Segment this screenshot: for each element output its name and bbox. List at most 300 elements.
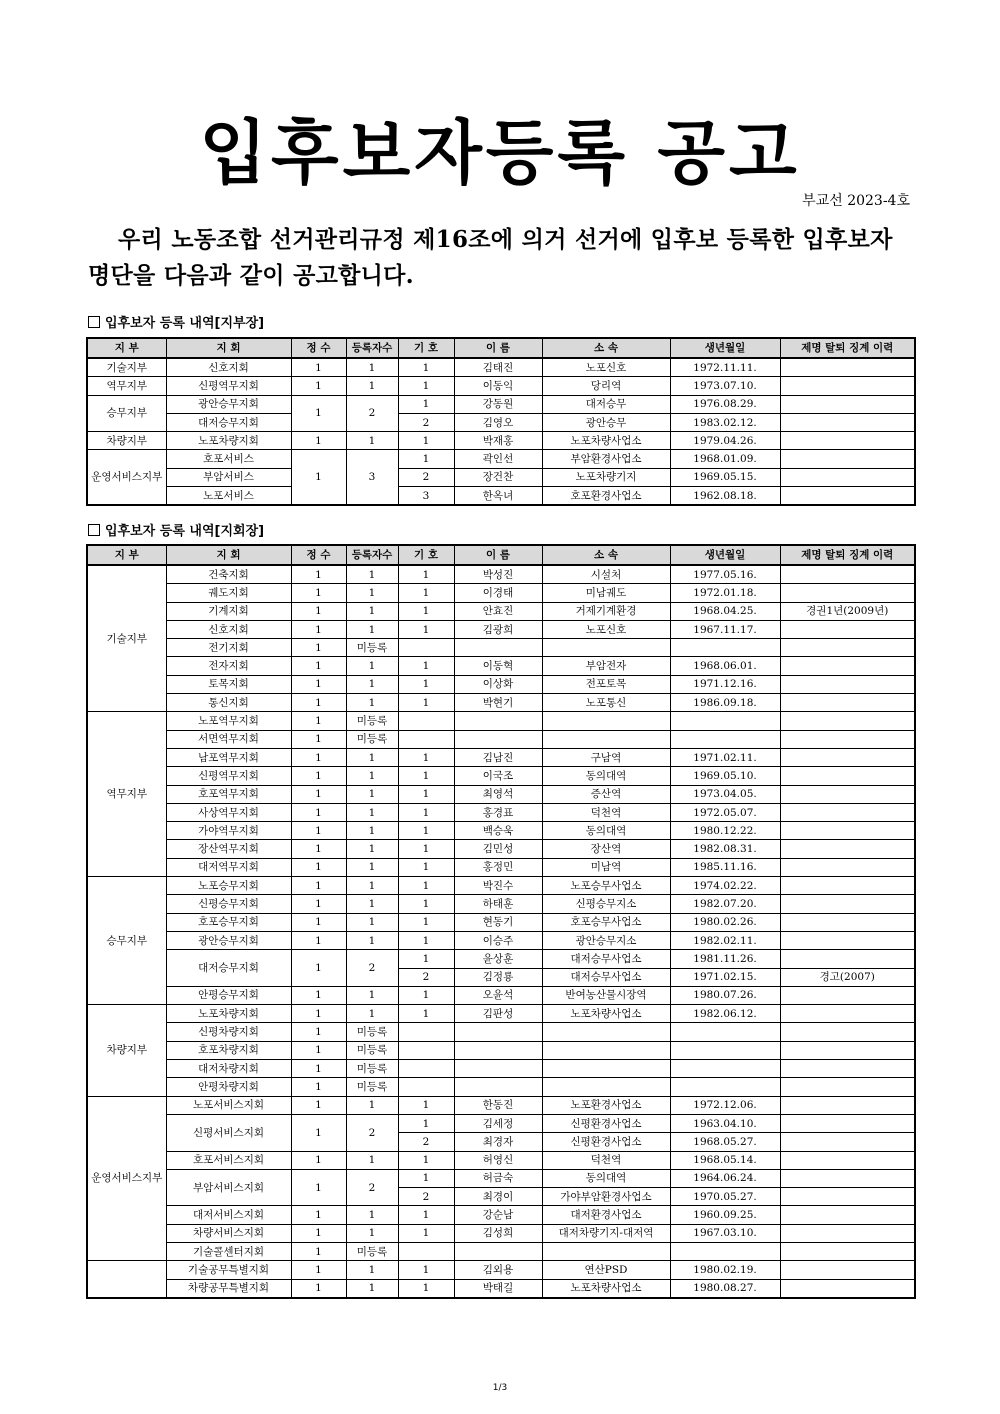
header-affiliation: 소 속 [542,338,670,358]
cell-registered: 1 [346,358,398,377]
cell-affiliation: 미남역 [542,858,670,876]
cell-affiliation [542,1023,670,1041]
cell-history [780,450,915,468]
table-row [87,712,915,730]
cell-affiliation: 시설처 [542,565,670,584]
table-row [87,1078,915,1096]
cell-birthdate: 1968.06.01. [670,657,780,675]
cell-symbol: 2 [398,1188,454,1206]
cell-symbol: 1 [398,877,454,895]
checkbox-square-icon [88,524,100,536]
cell-chapter: 토목지회 [166,675,291,693]
table-header-row [87,338,915,358]
cell-symbol: 1 [398,1206,454,1224]
cell-registered: 1 [346,1279,398,1298]
cell-birthdate: 1969.05.10. [670,767,780,785]
cell-chapter: 건축지회 [166,565,291,584]
cell-registered: 1 [346,931,398,949]
table-row [87,1005,915,1023]
cell-registered: 1 [346,432,398,450]
cell-history [780,1261,915,1279]
cell-symbol [398,712,454,730]
cell-history [780,931,915,949]
cell-registered: 1 [346,620,398,638]
cell-chapter: 노포차량지회 [166,432,291,450]
table-row [87,395,915,413]
cell-affiliation: 대저환경사업소 [542,1206,670,1224]
cell-registered: 미등록 [346,1023,398,1041]
cell-birthdate: 1968.05.27. [670,1133,780,1151]
cell-quota: 1 [291,675,346,693]
cell-history [780,657,915,675]
cell-affiliation: 가야부암환경사업소 [542,1188,670,1206]
table-row [87,840,915,858]
cell-quota: 1 [291,767,346,785]
cell-registered: 미등록 [346,1078,398,1096]
cell-symbol [398,639,454,657]
cell-registered: 미등록 [346,1242,398,1260]
cell-name: 한동진 [454,1096,542,1114]
cell-name: 이승주 [454,931,542,949]
cell-affiliation [542,1041,670,1059]
cell-symbol [398,1023,454,1041]
cell-name: 백승욱 [454,822,542,840]
cell-chapter: 기술콜센터지회 [166,1242,291,1260]
cell-chapter: 대저차량지회 [166,1060,291,1078]
cell-chapter: 안평승무지회 [166,986,291,1004]
cell-chapter: 기계지회 [166,602,291,620]
cell-name: 하태훈 [454,895,542,913]
table-row [87,450,915,468]
cell-symbol: 1 [398,858,454,876]
cell-chapter: 노포역무지회 [166,712,291,730]
cell-affiliation: 부암전자 [542,657,670,675]
cell-affiliation: 노포차량사업소 [542,432,670,450]
cell-symbol: 3 [398,487,454,506]
cell-birthdate: 1971.02.15. [670,968,780,986]
cell-chapter: 호포서비스 [166,450,291,468]
cell-affiliation: 구남역 [542,748,670,766]
cell-history [780,413,915,431]
cell-chapter: 부암서비스 [166,468,291,486]
cell-symbol [398,1242,454,1260]
cell-symbol: 1 [398,1005,454,1023]
cell-quota: 1 [291,395,346,432]
cell-quota: 1 [291,1023,346,1041]
cell-affiliation: 동의대역 [542,1169,670,1187]
cell-name [454,1242,542,1260]
cell-symbol: 1 [398,1261,454,1279]
cell-name: 이동혁 [454,657,542,675]
cell-history [780,986,915,1004]
cell-chapter: 노포서비스 [166,487,291,506]
cell-affiliation: 노포신호 [542,620,670,638]
cell-branch: 기술지부 [87,358,166,377]
cell-name: 최영석 [454,785,542,803]
cell-quota: 1 [291,565,346,584]
cell-history [780,730,915,748]
candidate-table-branch-chief [86,337,916,506]
table-row [87,602,915,620]
cell-birthdate: 1977.05.16. [670,565,780,584]
cell-name: 김태진 [454,358,542,377]
cell-birthdate: 1982.07.20. [670,895,780,913]
cell-quota: 1 [291,803,346,821]
cell-chapter: 광안승무지회 [166,931,291,949]
cell-quota: 1 [291,1060,346,1078]
table-row [87,1041,915,1059]
cell-symbol: 1 [398,565,454,584]
cell-name [454,639,542,657]
table-row [87,803,915,821]
cell-affiliation: 연산PSD [542,1261,670,1279]
cell-registered: 2 [346,1169,398,1206]
cell-symbol [398,1041,454,1059]
cell-name [454,1060,542,1078]
cell-birthdate: 1971.02.11. [670,748,780,766]
cell-name: 허영신 [454,1151,542,1169]
cell-registered: 1 [346,602,398,620]
table-row [87,565,915,584]
cell-birthdate: 1972.11.11. [670,358,780,377]
cell-symbol [398,1078,454,1096]
cell-chapter: 신평차량지회 [166,1023,291,1041]
cell-history [780,1279,915,1298]
cell-history [780,1151,915,1169]
cell-name: 한옥녀 [454,487,542,506]
cell-registered: 1 [346,1005,398,1023]
cell-history [780,395,915,413]
cell-name: 장건찬 [454,468,542,486]
cell-quota: 1 [291,1206,346,1224]
cell-symbol: 2 [398,1133,454,1151]
table-row [87,986,915,1004]
cell-registered: 1 [346,1261,398,1279]
cell-chapter: 장산역무지회 [166,840,291,858]
header-registered: 등록자수 [346,338,398,358]
cell-history [780,1224,915,1242]
table-row [87,694,915,712]
table-row [87,822,915,840]
cell-birthdate [670,1041,780,1059]
cell-quota: 1 [291,913,346,931]
cell-affiliation: 반여농산물시장역 [542,986,670,1004]
cell-symbol: 1 [398,1096,454,1114]
cell-symbol: 1 [398,620,454,638]
cell-symbol: 1 [398,913,454,931]
cell-chapter: 광안승무지회 [166,395,291,413]
cell-registered: 1 [346,895,398,913]
header-branch: 지 부 [87,545,166,565]
cell-affiliation: 노포환경사업소 [542,1096,670,1114]
cell-symbol [398,1060,454,1078]
cell-quota: 1 [291,620,346,638]
cell-name: 오윤석 [454,986,542,1004]
cell-history [780,1188,915,1206]
cell-registered: 1 [346,565,398,584]
cell-quota: 1 [291,858,346,876]
cell-birthdate: 1964.06.24. [670,1169,780,1187]
table-row [87,1279,915,1298]
cell-registered: 미등록 [346,1041,398,1059]
cell-birthdate: 1967.03.10. [670,1224,780,1242]
cell-branch: 승무지부 [87,395,166,432]
cell-quota: 1 [291,584,346,602]
cell-quota: 1 [291,358,346,377]
cell-affiliation: 광안승무 [542,413,670,431]
header-history: 제명 탈퇴 징계 이력 [780,338,915,358]
table-row [87,358,915,377]
cell-symbol: 1 [398,785,454,803]
cell-quota: 1 [291,950,346,987]
cell-affiliation [542,712,670,730]
cell-name: 김민성 [454,840,542,858]
cell-chapter: 신평역무지회 [166,767,291,785]
cell-symbol: 1 [398,1279,454,1298]
cell-birthdate: 1979.04.26. [670,432,780,450]
header-quota: 정 수 [291,338,346,358]
cell-birthdate: 1962.08.18. [670,487,780,506]
cell-name: 김영오 [454,413,542,431]
cell-affiliation: 노포차량사업소 [542,1005,670,1023]
cell-branch [87,1261,166,1298]
cell-affiliation: 노포차량사업소 [542,1279,670,1298]
header-registered: 등록자수 [346,545,398,565]
cell-birthdate [670,1023,780,1041]
cell-chapter: 신평역무지회 [166,377,291,395]
header-symbol: 기 호 [398,338,454,358]
cell-birthdate: 1985.11.16. [670,858,780,876]
cell-symbol: 2 [398,468,454,486]
cell-history [780,913,915,931]
table-row [87,1242,915,1260]
cell-chapter: 대저서비스지회 [166,1206,291,1224]
cell-affiliation: 대저승무사업소 [542,968,670,986]
cell-symbol: 1 [398,395,454,413]
cell-affiliation: 노포차량기지 [542,468,670,486]
cell-history [780,1133,915,1151]
cell-history [780,950,915,968]
cell-registered: 1 [346,767,398,785]
cell-chapter: 사상역무지회 [166,803,291,821]
header-name: 이 름 [454,545,542,565]
table-row [87,913,915,931]
intro-paragraph: 우리 노동조합 선거관리규정 제16조에 의거 선거에 입후보 등록한 입후보자 명단을 다음과 같이 공고합니다. [88,226,893,289]
cell-quota: 1 [291,931,346,949]
cell-birthdate: 1982.06.12. [670,1005,780,1023]
cell-symbol: 1 [398,450,454,468]
cell-history [780,432,915,450]
cell-name: 홍정민 [454,858,542,876]
cell-name: 김외용 [454,1261,542,1279]
cell-symbol: 1 [398,602,454,620]
cell-symbol: 1 [398,931,454,949]
cell-affiliation: 광안승무지소 [542,931,670,949]
cell-branch: 차량지부 [87,432,166,450]
cell-branch: 승무지부 [87,877,166,1005]
cell-history [780,675,915,693]
header-affiliation: 소 속 [542,545,670,565]
cell-registered: 1 [346,657,398,675]
cell-branch: 운영서비스지부 [87,450,166,505]
table-row [87,620,915,638]
cell-name: 허금숙 [454,1169,542,1187]
cell-quota: 1 [291,712,346,730]
cell-history [780,1096,915,1114]
table-row [87,1096,915,1114]
table-row [87,1023,915,1041]
table-row [87,657,915,675]
cell-chapter: 전기지회 [166,639,291,657]
cell-quota: 1 [291,730,346,748]
cell-symbol: 1 [398,950,454,968]
cell-name: 이상화 [454,675,542,693]
cell-symbol: 1 [398,657,454,675]
cell-registered: 1 [346,913,398,931]
cell-name: 박성진 [454,565,542,584]
cell-registered: 1 [346,877,398,895]
cell-name: 박현기 [454,694,542,712]
cell-symbol: 1 [398,986,454,1004]
cell-name: 이동익 [454,377,542,395]
header-branch: 지 부 [87,338,166,358]
cell-history: 경고(2007) [780,968,915,986]
cell-symbol: 1 [398,1151,454,1169]
table-row [87,1060,915,1078]
table-row [87,877,915,895]
cell-name [454,1078,542,1096]
cell-history [780,565,915,584]
cell-chapter: 안평차량지회 [166,1078,291,1096]
cell-birthdate: 1973.04.05. [670,785,780,803]
document-number: 부교선 2023-4호 [802,193,910,209]
table-row [87,413,915,431]
cell-chapter: 대저승무지회 [166,413,291,431]
cell-symbol: 1 [398,675,454,693]
table-row [87,1151,915,1169]
cell-history [780,1041,915,1059]
cell-affiliation: 호포승무사업소 [542,913,670,931]
cell-name: 박태길 [454,1279,542,1298]
cell-name: 강순남 [454,1206,542,1224]
checkbox-square-icon [88,316,100,328]
cell-history [780,1169,915,1187]
cell-registered: 1 [346,840,398,858]
cell-registered: 1 [346,694,398,712]
cell-registered: 1 [346,1206,398,1224]
cell-registered: 2 [346,950,398,987]
cell-history [780,1206,915,1224]
cell-registered: 1 [346,584,398,602]
cell-affiliation [542,1242,670,1260]
cell-quota: 1 [291,895,346,913]
cell-chapter: 기술공무특별지회 [166,1261,291,1279]
cell-chapter: 궤도지회 [166,584,291,602]
cell-chapter: 대저승무지회 [166,950,291,987]
header-history: 제명 탈퇴 징계 이력 [780,545,915,565]
cell-registered: 미등록 [346,639,398,657]
cell-registered: 미등록 [346,1060,398,1078]
cell-affiliation [542,1078,670,1096]
cell-affiliation [542,639,670,657]
cell-birthdate: 1971.12.16. [670,675,780,693]
cell-chapter: 서면역무지회 [166,730,291,748]
cell-name: 박재홍 [454,432,542,450]
cell-birthdate: 1982.02.11. [670,931,780,949]
table-row [87,858,915,876]
cell-chapter: 노포서비스지회 [166,1096,291,1114]
cell-chapter: 가야역무지회 [166,822,291,840]
cell-chapter: 호포승무지회 [166,913,291,931]
cell-symbol: 1 [398,803,454,821]
cell-history [780,584,915,602]
cell-birthdate: 1986.09.18. [670,694,780,712]
cell-registered: 2 [346,395,398,432]
cell-chapter: 노포차량지회 [166,1005,291,1023]
cell-branch: 차량지부 [87,1005,166,1096]
cell-quota: 1 [291,1261,346,1279]
candidate-table-chapter-chief [86,544,916,1299]
cell-birthdate: 1968.05.14. [670,1151,780,1169]
cell-quota: 1 [291,1169,346,1206]
cell-quota: 1 [291,877,346,895]
cell-affiliation: 대저차량기지-대저역 [542,1224,670,1242]
cell-affiliation: 신평환경사업소 [542,1133,670,1151]
table-row [87,730,915,748]
cell-affiliation: 신평환경사업소 [542,1114,670,1132]
cell-symbol [398,730,454,748]
cell-birthdate: 1983.02.12. [670,413,780,431]
cell-history [780,1114,915,1132]
cell-affiliation: 증산역 [542,785,670,803]
cell-name: 강동원 [454,395,542,413]
cell-registered: 미등록 [346,730,398,748]
cell-chapter: 호포서비스지회 [166,1151,291,1169]
cell-birthdate: 1963.04.10. [670,1114,780,1132]
cell-registered: 1 [346,748,398,766]
cell-history [780,840,915,858]
cell-affiliation: 대저승무 [542,395,670,413]
cell-affiliation: 전포토목 [542,675,670,693]
cell-birthdate: 1980.07.26. [670,986,780,1004]
cell-symbol: 1 [398,748,454,766]
cell-chapter: 대저역무지회 [166,858,291,876]
cell-quota: 1 [291,748,346,766]
cell-quota: 1 [291,1078,346,1096]
section-title-text: 입후보자 등록 내역[지부장] [105,316,265,331]
cell-registered: 미등록 [346,712,398,730]
cell-affiliation: 장산역 [542,840,670,858]
cell-name: 김성희 [454,1224,542,1242]
page-number: 1/3 [492,1383,508,1393]
table-row [87,1224,915,1242]
cell-name: 최경자 [454,1133,542,1151]
header-name: 이 름 [454,338,542,358]
section-title-chapter-chief [88,520,264,539]
cell-affiliation [542,730,670,748]
cell-quota: 1 [291,450,346,505]
cell-name [454,1023,542,1041]
cell-birthdate: 1980.02.26. [670,913,780,931]
cell-chapter: 노포승무지회 [166,877,291,895]
cell-history [780,858,915,876]
cell-chapter: 호포역무지회 [166,785,291,803]
cell-name: 현동기 [454,913,542,931]
cell-birthdate: 1976.08.29. [670,395,780,413]
cell-chapter: 신호지회 [166,358,291,377]
cell-history [780,803,915,821]
cell-history [780,639,915,657]
